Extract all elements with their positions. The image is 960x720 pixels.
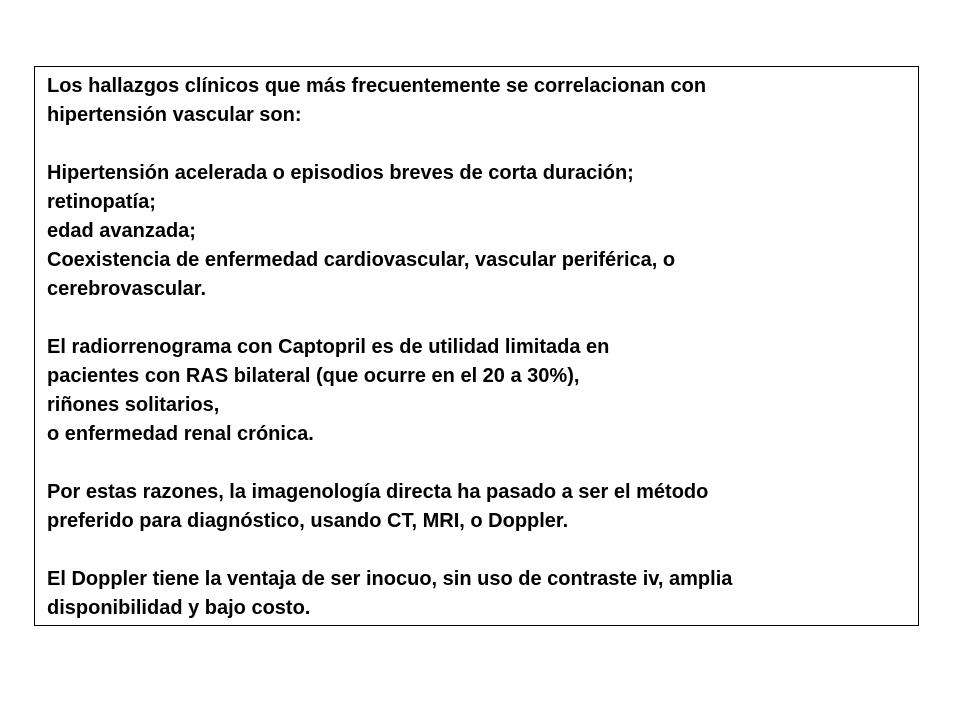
paragraph-doppler bbox=[47, 565, 908, 623]
paragraph-radiorenogram bbox=[47, 333, 908, 449]
text-box bbox=[34, 66, 919, 626]
text-line: Hipertensión acelerada o episodios breves de corta duración; bbox=[47, 162, 634, 184]
text-line: riñones solitarios, bbox=[47, 394, 220, 416]
text-line: El radiorrenograma con Captopril es de utilidad limitada en bbox=[47, 336, 610, 358]
text-line: El Doppler tiene la ventaja de ser inocuo, sin uso de contraste iv, amplia bbox=[47, 568, 733, 590]
paragraph-spacer bbox=[47, 449, 908, 478]
text-line: Por estas razones, la imagenología directa ha pasado a ser el método bbox=[47, 481, 709, 503]
paragraph-spacer bbox=[47, 304, 908, 333]
paragraph-spacer bbox=[47, 536, 908, 565]
paragraph-spacer bbox=[47, 130, 908, 159]
text-line: disponibilidad y bajo costo. bbox=[47, 597, 311, 619]
text-line: cerebrovascular. bbox=[47, 278, 206, 300]
text-line: preferido para diagnóstico, usando CT, MRI, o Doppler. bbox=[47, 510, 569, 532]
text-line: retinopatía; bbox=[47, 191, 156, 213]
text-line: hipertensión vascular son: bbox=[47, 104, 302, 126]
text-line: o enfermedad renal crónica. bbox=[47, 423, 314, 445]
paragraph-findings bbox=[47, 72, 908, 130]
text-line: Coexistencia de enfermedad cardiovascular, vascular periférica, o bbox=[47, 249, 676, 271]
text-line: Los hallazgos clínicos que más frecuentemente se correlacionan con bbox=[47, 75, 707, 97]
paragraph-findings-list bbox=[47, 159, 908, 304]
text-line: pacientes con RAS bilateral (que ocurre en el 20 a 30%), bbox=[47, 365, 580, 387]
paragraph-imaging bbox=[47, 478, 908, 536]
text-line: edad avanzada; bbox=[47, 220, 196, 242]
